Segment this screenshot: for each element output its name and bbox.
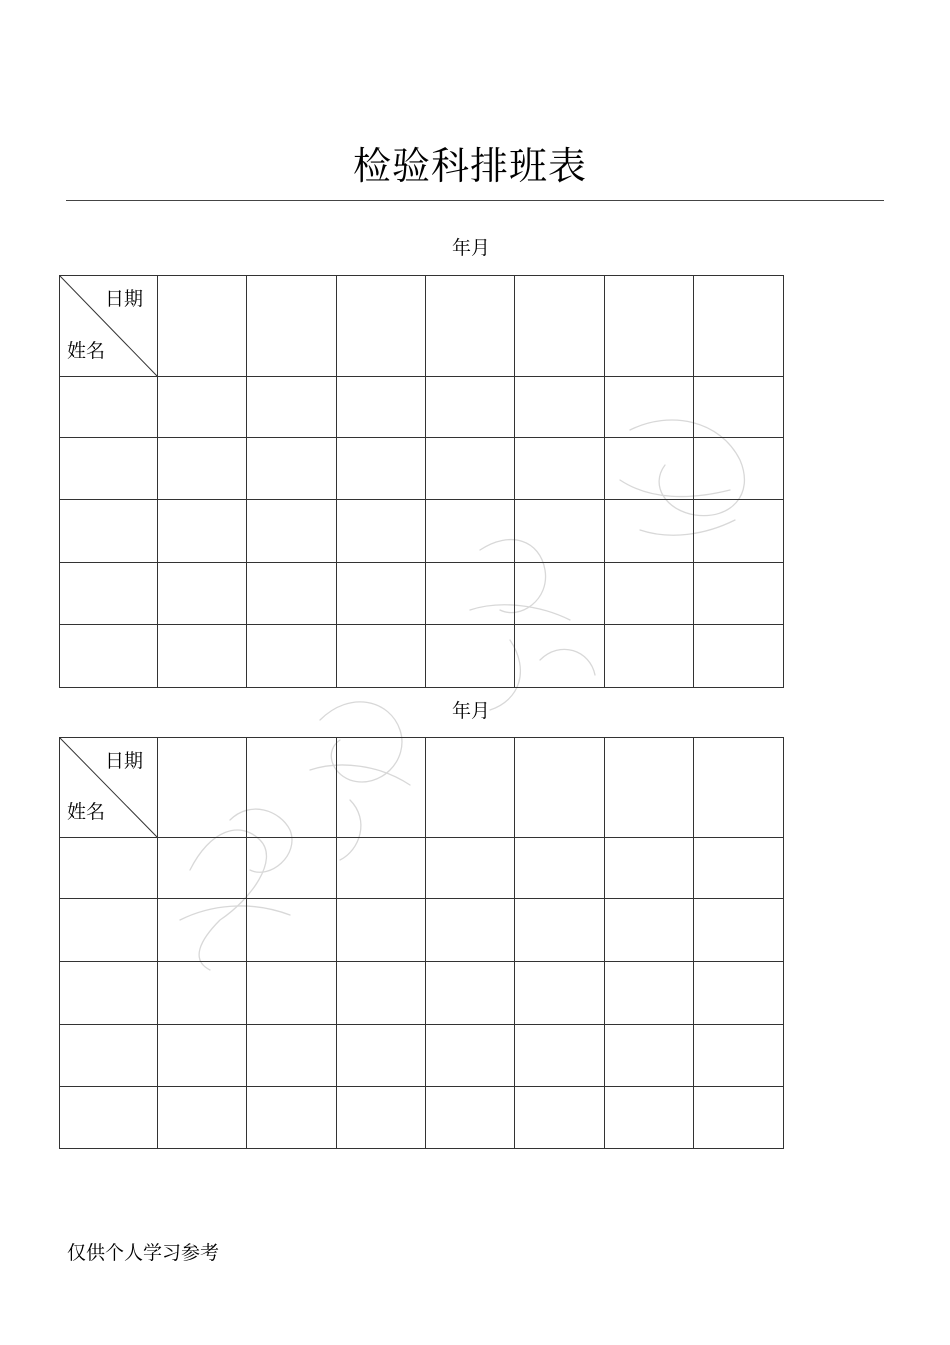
shift-cell[interactable] bbox=[247, 1025, 337, 1087]
shift-cell[interactable] bbox=[605, 377, 694, 438]
corner-cell bbox=[60, 738, 158, 838]
date-header-cell[interactable] bbox=[158, 276, 247, 377]
footer-note: 仅供个人学习参考 bbox=[67, 1242, 220, 1264]
shift-cell[interactable] bbox=[605, 563, 694, 625]
shift-cell[interactable] bbox=[605, 838, 694, 899]
schedule-table-2 bbox=[59, 737, 784, 1149]
shift-cell[interactable] bbox=[337, 899, 426, 962]
shift-cell[interactable] bbox=[158, 899, 247, 962]
shift-cell[interactable] bbox=[247, 625, 337, 688]
shift-cell[interactable] bbox=[605, 438, 694, 500]
shift-cell[interactable] bbox=[337, 377, 426, 438]
name-header-label: 姓名 bbox=[67, 340, 106, 362]
shift-cell[interactable] bbox=[515, 838, 605, 899]
date-header-cell[interactable] bbox=[694, 738, 784, 838]
name-cell[interactable] bbox=[60, 500, 158, 563]
shift-cell[interactable] bbox=[158, 625, 247, 688]
table-row bbox=[60, 625, 784, 688]
shift-cell[interactable] bbox=[158, 962, 247, 1025]
date-header-label: 日期 bbox=[104, 288, 143, 310]
shift-cell[interactable] bbox=[515, 563, 605, 625]
shift-cell[interactable] bbox=[337, 1025, 426, 1087]
name-cell[interactable] bbox=[60, 1025, 158, 1087]
date-header-cell[interactable] bbox=[337, 738, 426, 838]
name-header-label: 姓名 bbox=[67, 801, 106, 823]
shift-cell[interactable] bbox=[515, 625, 605, 688]
shift-cell[interactable] bbox=[158, 377, 247, 438]
table-row bbox=[60, 438, 784, 500]
shift-cell[interactable] bbox=[694, 838, 784, 899]
shift-cell[interactable] bbox=[158, 438, 247, 500]
shift-cell[interactable] bbox=[426, 838, 515, 899]
name-cell[interactable] bbox=[60, 962, 158, 1025]
shift-cell[interactable] bbox=[426, 500, 515, 563]
shift-cell[interactable] bbox=[426, 962, 515, 1025]
shift-cell[interactable] bbox=[158, 838, 247, 899]
shift-cell[interactable] bbox=[694, 438, 784, 500]
month-label-1: 年月 bbox=[451, 237, 490, 259]
table-row bbox=[60, 838, 784, 899]
shift-cell[interactable] bbox=[247, 1087, 337, 1149]
title-divider bbox=[66, 200, 884, 201]
shift-cell[interactable] bbox=[515, 899, 605, 962]
shift-cell[interactable] bbox=[515, 438, 605, 500]
shift-cell[interactable] bbox=[426, 438, 515, 500]
shift-cell[interactable] bbox=[694, 563, 784, 625]
table-row bbox=[60, 1025, 784, 1087]
shift-cell[interactable] bbox=[337, 1087, 426, 1149]
date-header-label: 日期 bbox=[104, 750, 143, 772]
date-header-cell[interactable] bbox=[426, 738, 515, 838]
shift-cell[interactable] bbox=[605, 1025, 694, 1087]
table-row bbox=[60, 500, 784, 563]
shift-cell[interactable] bbox=[337, 438, 426, 500]
shift-cell[interactable] bbox=[605, 962, 694, 1025]
shift-cell[interactable] bbox=[247, 899, 337, 962]
shift-cell[interactable] bbox=[694, 962, 784, 1025]
table-row bbox=[60, 377, 784, 438]
page-title: 检验科排班表 bbox=[352, 144, 587, 188]
shift-cell[interactable] bbox=[515, 1025, 605, 1087]
shift-cell[interactable] bbox=[337, 625, 426, 688]
shift-cell[interactable] bbox=[337, 838, 426, 899]
shift-cell[interactable] bbox=[426, 625, 515, 688]
shift-cell[interactable] bbox=[158, 1025, 247, 1087]
table-row bbox=[60, 1087, 784, 1149]
name-cell[interactable] bbox=[60, 838, 158, 899]
shift-cell[interactable] bbox=[337, 563, 426, 625]
date-header-cell[interactable] bbox=[158, 738, 247, 838]
shift-cell[interactable] bbox=[605, 625, 694, 688]
table-row bbox=[60, 899, 784, 962]
date-header-cell[interactable] bbox=[247, 276, 337, 377]
table-header-row bbox=[60, 276, 784, 377]
shift-cell[interactable] bbox=[694, 625, 784, 688]
table-row bbox=[60, 962, 784, 1025]
shift-cell[interactable] bbox=[337, 500, 426, 563]
shift-cell[interactable] bbox=[158, 500, 247, 563]
shift-cell[interactable] bbox=[605, 899, 694, 962]
name-cell[interactable] bbox=[60, 625, 158, 688]
shift-cell[interactable] bbox=[337, 962, 426, 1025]
shift-cell[interactable] bbox=[426, 563, 515, 625]
name-cell[interactable] bbox=[60, 438, 158, 500]
shift-cell[interactable] bbox=[247, 377, 337, 438]
shift-cell[interactable] bbox=[694, 377, 784, 438]
shift-cell[interactable] bbox=[515, 962, 605, 1025]
date-header-cell[interactable] bbox=[426, 276, 515, 377]
shift-cell[interactable] bbox=[426, 899, 515, 962]
date-header-cell[interactable] bbox=[605, 738, 694, 838]
name-cell[interactable] bbox=[60, 563, 158, 625]
name-cell[interactable] bbox=[60, 899, 158, 962]
name-cell[interactable] bbox=[60, 1087, 158, 1149]
shift-cell[interactable] bbox=[247, 438, 337, 500]
shift-cell[interactable] bbox=[515, 500, 605, 563]
date-header-cell[interactable] bbox=[515, 738, 605, 838]
shift-cell[interactable] bbox=[247, 838, 337, 899]
shift-cell[interactable] bbox=[426, 1025, 515, 1087]
date-header-cell[interactable] bbox=[247, 738, 337, 838]
corner-cell bbox=[60, 276, 158, 377]
shift-cell[interactable] bbox=[694, 1087, 784, 1149]
date-header-cell[interactable] bbox=[337, 276, 426, 377]
shift-cell[interactable] bbox=[515, 1087, 605, 1149]
shift-cell[interactable] bbox=[694, 500, 784, 563]
date-header-cell[interactable] bbox=[515, 276, 605, 377]
shift-cell[interactable] bbox=[426, 377, 515, 438]
shift-cell[interactable] bbox=[694, 899, 784, 962]
schedule-table-1 bbox=[59, 275, 784, 688]
shift-cell[interactable] bbox=[426, 1087, 515, 1149]
shift-cell[interactable] bbox=[605, 1087, 694, 1149]
shift-cell[interactable] bbox=[158, 1087, 247, 1149]
name-cell[interactable] bbox=[60, 377, 158, 438]
date-header-cell[interactable] bbox=[605, 276, 694, 377]
shift-cell[interactable] bbox=[515, 377, 605, 438]
table-header-row bbox=[60, 738, 784, 838]
shift-cell[interactable] bbox=[605, 500, 694, 563]
date-header-cell[interactable] bbox=[694, 276, 784, 377]
table-row bbox=[60, 563, 784, 625]
shift-cell[interactable] bbox=[694, 1025, 784, 1087]
shift-cell[interactable] bbox=[247, 563, 337, 625]
shift-cell[interactable] bbox=[247, 962, 337, 1025]
shift-cell[interactable] bbox=[158, 563, 247, 625]
month-label-2: 年月 bbox=[451, 700, 490, 722]
shift-cell[interactable] bbox=[247, 500, 337, 563]
